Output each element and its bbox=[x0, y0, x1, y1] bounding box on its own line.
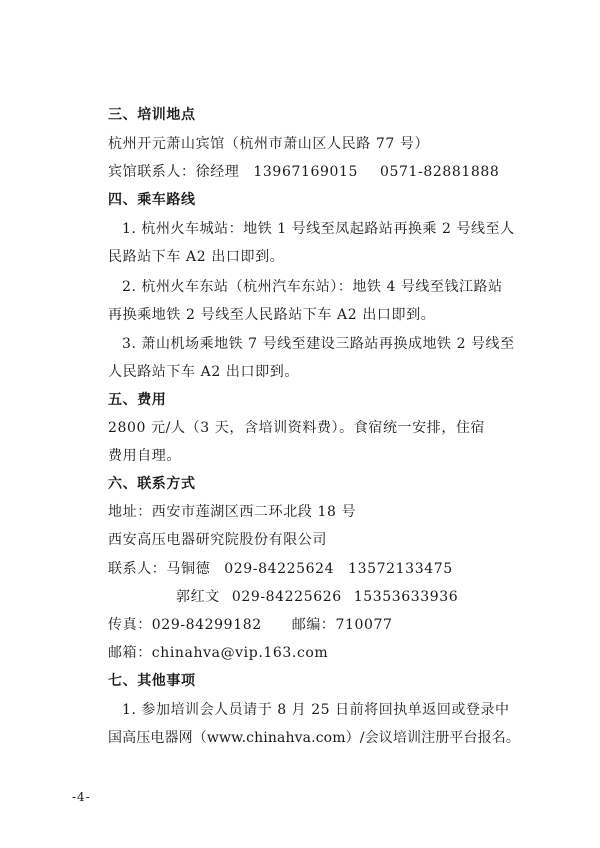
page-number: -4- bbox=[72, 790, 91, 804]
contact-person-1 bbox=[108, 559, 508, 579]
contact-1-phone: 029-84225624 bbox=[224, 561, 335, 577]
contact-2-mobile: 15353633936 bbox=[353, 589, 459, 605]
contact-company: 西安高压电器研究院股份有限公司 bbox=[108, 532, 327, 548]
hotel-contact-name: 徐经理 bbox=[195, 164, 240, 180]
section-heading-route: 四、乘车路线 bbox=[108, 192, 196, 208]
section-heading-fee: 五、费用 bbox=[108, 392, 167, 408]
route-item-1-line-1: 1. 杭州火车城站：地铁 1 号线至凤起路站再换乘 2 号线至人 bbox=[122, 221, 515, 237]
hotel-contact-line bbox=[108, 162, 508, 182]
contact-fax-postcode bbox=[108, 615, 508, 635]
section-heading-contact: 六、联系方式 bbox=[108, 476, 196, 492]
contact-2-name: 郭红文 bbox=[176, 589, 220, 605]
route-item-3-line-2: 人民路站下车 A2 出口即到。 bbox=[108, 364, 299, 380]
hotel-contact-mobile: 13967169015 bbox=[253, 164, 359, 180]
other-item-1-line-2: 国高压电器网（www.chinahva.com）/会议培训注册平台报名。 bbox=[108, 730, 521, 746]
contact-person-2 bbox=[176, 587, 516, 607]
section-heading-venue: 三、培训地点 bbox=[108, 107, 196, 123]
fee-line-2: 费用自理。 bbox=[108, 448, 181, 464]
section-heading-other: 七、其他事项 bbox=[108, 673, 196, 689]
route-item-3-line-1: 3. 萧山机场乘地铁 7 号线至建设三路站再换成地铁 2 号线至 bbox=[122, 336, 515, 352]
route-item-1-line-2: 民路站下车 A2 出口即到。 bbox=[108, 249, 285, 265]
contact-address: 地址：西安市莲湖区西二环北段 18 号 bbox=[108, 504, 357, 520]
contact-1-mobile: 13572133475 bbox=[348, 561, 453, 577]
contact-email: 邮箱：chinahva@vip.163.com bbox=[108, 645, 329, 661]
contact-label: 联系人： bbox=[108, 561, 167, 577]
contact-2-phone: 029-84225626 bbox=[231, 589, 342, 605]
contact-postcode: 邮编：710077 bbox=[291, 617, 393, 633]
route-item-2-line-2: 再换乘地铁 2 号线至人民路站下车 A2 出口即到。 bbox=[108, 307, 436, 323]
hotel-contact-phone: 0571-82881888 bbox=[380, 164, 500, 180]
hotel-contact-label: 宾馆联系人： bbox=[108, 164, 196, 180]
contact-fax: 传真：029-84299182 bbox=[108, 617, 262, 633]
contact-1-name: 马铜德 bbox=[166, 561, 211, 577]
venue-address: 杭州开元萧山宾馆（杭州市萧山区人民路 77 号） bbox=[108, 136, 430, 152]
fee-line-1: 2800 元/人（3 天，含培训资料费）。食宿统一安排，住宿 bbox=[108, 420, 486, 436]
other-item-1-line-1: 1. 参加培训会人员请于 8 月 25 日前将回执单返回或登录中 bbox=[122, 702, 510, 718]
route-item-2-line-1: 2. 杭州火车东站（杭州汽车东站）：地铁 4 号线至钱江路站 bbox=[122, 279, 503, 295]
